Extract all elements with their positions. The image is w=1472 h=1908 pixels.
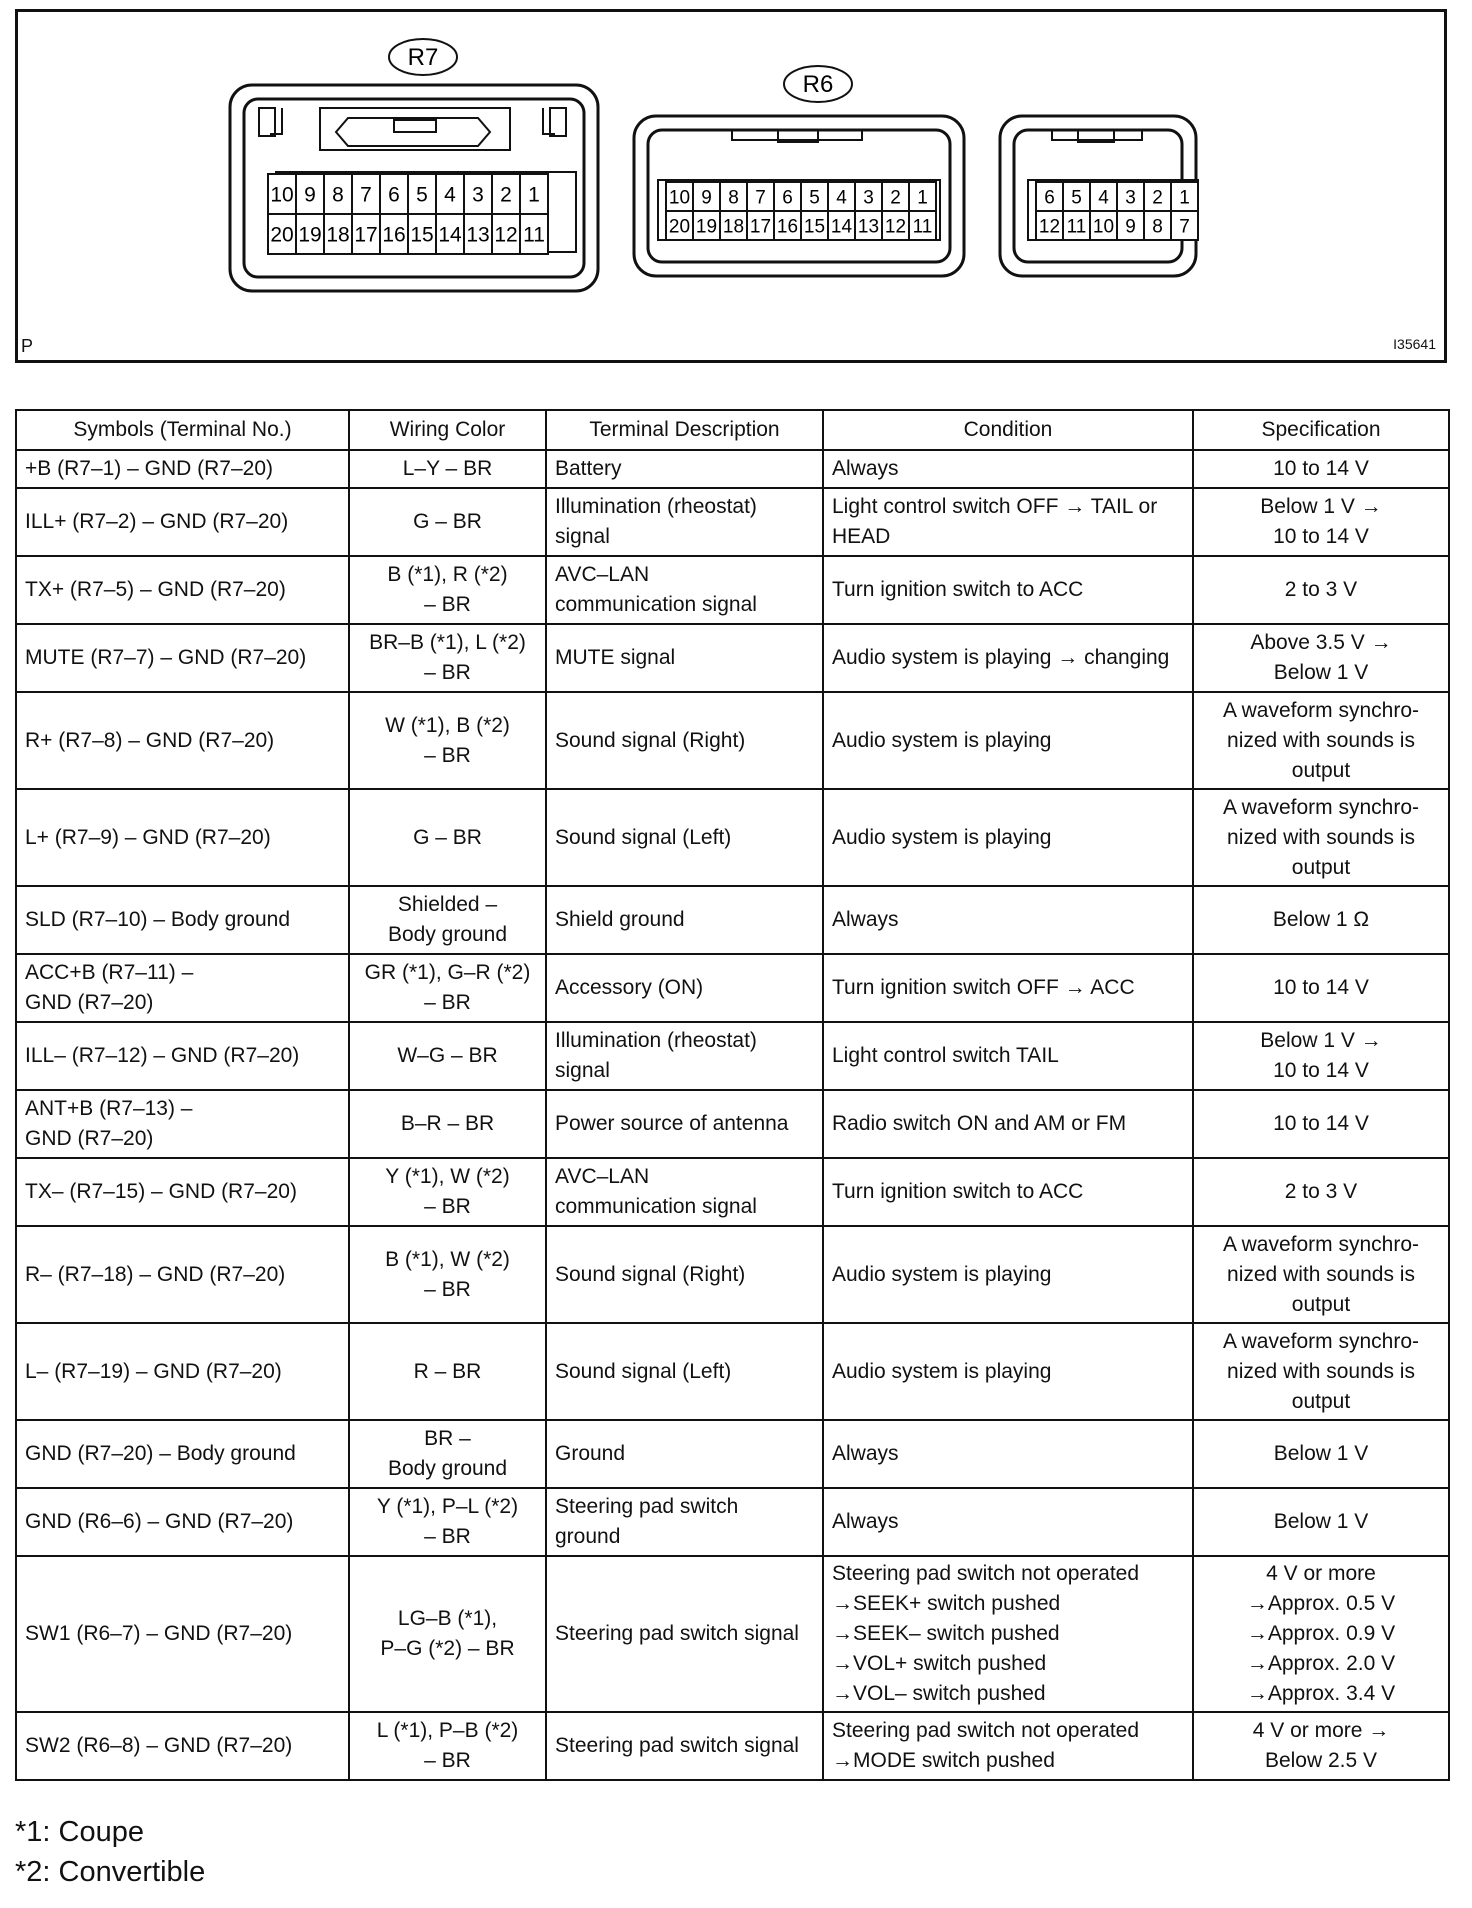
pin-number: 19 <box>298 223 322 247</box>
cell-symbol: ACC+B (R7–11) – GND (R7–20) <box>16 954 349 1022</box>
connector-figure <box>15 9 1447 363</box>
table-row <box>16 1323 1449 1420</box>
pin-number: 3 <box>863 187 874 209</box>
pin-number: 5 <box>416 183 428 207</box>
cell-wiring-color: BR – Body ground <box>349 1420 546 1488</box>
cell-wiring-color: W–G – BR <box>349 1022 546 1090</box>
pin-number: 1 <box>1179 187 1190 209</box>
table-row <box>16 886 1449 954</box>
pin-number: 1 <box>917 187 928 209</box>
cell-description: Sound signal (Right) <box>546 692 823 789</box>
pin-number: 6 <box>388 183 400 207</box>
pin-number: 16 <box>776 216 799 238</box>
cell-description: Sound signal (Left) <box>546 789 823 886</box>
cell-description: Power source of antenna <box>546 1090 823 1158</box>
pin-number: 18 <box>326 223 350 247</box>
table-row <box>16 1022 1449 1090</box>
cell-condition: Audio system is playing → changing <box>823 624 1193 692</box>
cell-condition: Turn ignition switch OFF → ACC <box>823 954 1193 1022</box>
pin-number: 14 <box>438 223 462 247</box>
cell-description: Steering pad switch ground <box>546 1488 823 1556</box>
pin-number: 2 <box>890 187 901 209</box>
table-row <box>16 1226 1449 1323</box>
pin-number: 8 <box>1152 216 1163 238</box>
footnote-convertible: *2: Convertible <box>15 1856 206 1888</box>
pin-number: 2 <box>1152 187 1163 209</box>
pin-number: 16 <box>382 223 406 247</box>
cell-description: Ground <box>546 1420 823 1488</box>
pin-number: 12 <box>1038 216 1061 238</box>
table-row <box>16 1488 1449 1556</box>
cell-condition: Always <box>823 886 1193 954</box>
cell-symbol: ILL+ (R7–2) – GND (R7–20) <box>16 488 349 556</box>
cell-condition: Steering pad switch not operated →MODE switch pushed <box>823 1712 1193 1780</box>
pin-number: 5 <box>809 187 820 209</box>
header-symbols: Symbols (Terminal No.) <box>16 410 349 450</box>
cell-condition: Steering pad switch not operated →SEEK+ switch pushed →SEEK– switch pushed →VOL+ switch pushed →VOL– switch pushed <box>823 1556 1193 1712</box>
cell-specification: A waveform synchro- nized with sounds is output <box>1193 1323 1449 1420</box>
pin-number: 12 <box>884 216 907 238</box>
pin-number: 3 <box>472 183 484 207</box>
terminal-spec-table <box>15 409 1450 1781</box>
cell-wiring-color: Y (*1), P–L (*2) – BR <box>349 1488 546 1556</box>
pin-number: 9 <box>1125 216 1136 238</box>
cell-symbol: TX– (R7–15) – GND (R7–20) <box>16 1158 349 1226</box>
cell-wiring-color: B (*1), W (*2) – BR <box>349 1226 546 1323</box>
table-row <box>16 556 1449 624</box>
cell-condition: Audio system is playing <box>823 1323 1193 1420</box>
figure-id: I35641 <box>1393 336 1436 352</box>
header-terminal-description: Terminal Description <box>546 410 823 450</box>
pin-number: 2 <box>500 183 512 207</box>
cell-description: Sound signal (Left) <box>546 1323 823 1420</box>
table-row <box>16 488 1449 556</box>
pin-number: 15 <box>803 216 826 238</box>
table-row <box>16 789 1449 886</box>
header-specification: Specification <box>1193 410 1449 450</box>
table-row <box>16 692 1449 789</box>
pin-number: 7 <box>360 183 372 207</box>
pin-number: 4 <box>444 183 456 207</box>
cell-symbol: +B (R7–1) – GND (R7–20) <box>16 450 349 488</box>
footnotes <box>15 1812 205 1892</box>
cell-description: Shield ground <box>546 886 823 954</box>
cell-symbol: ANT+B (R7–13) – GND (R7–20) <box>16 1090 349 1158</box>
r7-label: R7 <box>407 44 439 71</box>
cell-description: Illumination (rheostat) signal <box>546 488 823 556</box>
table-row <box>16 1712 1449 1780</box>
cell-wiring-color: BR–B (*1), L (*2) – BR <box>349 624 546 692</box>
table-row <box>16 1158 1449 1226</box>
cell-symbol: SW2 (R6–8) – GND (R7–20) <box>16 1712 349 1780</box>
cell-wiring-color: G – BR <box>349 789 546 886</box>
pin-number: 17 <box>354 223 378 247</box>
pin-number: 17 <box>749 216 772 238</box>
table-header-row <box>16 410 1449 450</box>
pin-number: 13 <box>466 223 490 247</box>
cell-wiring-color: B (*1), R (*2) – BR <box>349 556 546 624</box>
cell-description: Sound signal (Right) <box>546 1226 823 1323</box>
cell-condition: Always <box>823 1420 1193 1488</box>
header-wiring-color: Wiring Color <box>349 410 546 450</box>
cell-specification: 4 V or more → Below 2.5 V <box>1193 1712 1449 1780</box>
cell-specification: 4 V or more →Approx. 0.5 V →Approx. 0.9 V →Approx. 2.0 V →Approx. 3.4 V <box>1193 1556 1449 1712</box>
pin-number: 10 <box>668 187 691 209</box>
cell-specification: A waveform synchro- nized with sounds is output <box>1193 692 1449 789</box>
pin-number: 13 <box>857 216 880 238</box>
cell-specification: A waveform synchro- nized with sounds is output <box>1193 1226 1449 1323</box>
cell-symbol: R+ (R7–8) – GND (R7–20) <box>16 692 349 789</box>
cell-condition: Audio system is playing <box>823 692 1193 789</box>
cell-specification: Below 1 V <box>1193 1488 1449 1556</box>
pin-number: 9 <box>701 187 712 209</box>
cell-wiring-color: Y (*1), W (*2) – BR <box>349 1158 546 1226</box>
header-condition: Condition <box>823 410 1193 450</box>
table-row <box>16 954 1449 1022</box>
cell-symbol: L+ (R7–9) – GND (R7–20) <box>16 789 349 886</box>
cell-specification: Above 3.5 V → Below 1 V <box>1193 624 1449 692</box>
pin-number: 14 <box>830 216 853 238</box>
cell-description: MUTE signal <box>546 624 823 692</box>
cell-specification: 2 to 3 V <box>1193 556 1449 624</box>
pin-number: 11 <box>1066 216 1087 238</box>
cell-description: Battery <box>546 450 823 488</box>
cell-wiring-color: G – BR <box>349 488 546 556</box>
cell-symbol: MUTE (R7–7) – GND (R7–20) <box>16 624 349 692</box>
cell-wiring-color: W (*1), B (*2) – BR <box>349 692 546 789</box>
cell-condition: Turn ignition switch to ACC <box>823 556 1193 624</box>
cell-wiring-color: B–R – BR <box>349 1090 546 1158</box>
cell-description: Steering pad switch signal <box>546 1712 823 1780</box>
cell-condition: Always <box>823 1488 1193 1556</box>
pin-number: 5 <box>1071 187 1082 209</box>
figure-p-label: P <box>21 336 34 356</box>
pin-number: 11 <box>523 223 545 247</box>
pin-number: 18 <box>722 216 745 238</box>
cell-wiring-color: L–Y – BR <box>349 450 546 488</box>
cell-condition: Audio system is playing <box>823 789 1193 886</box>
pin-number: 3 <box>1125 187 1136 209</box>
pin-number: 20 <box>668 216 691 238</box>
cell-specification: A waveform synchro- nized with sounds is output <box>1193 789 1449 886</box>
cell-wiring-color: Shielded – Body ground <box>349 886 546 954</box>
cell-symbol: GND (R6–6) – GND (R7–20) <box>16 1488 349 1556</box>
connector-pins <box>268 174 1198 254</box>
cell-symbol: SLD (R7–10) – Body ground <box>16 886 349 954</box>
cell-specification: Below 1 V → 10 to 14 V <box>1193 488 1449 556</box>
pin-number: 12 <box>494 223 518 247</box>
pin-number: 4 <box>836 187 847 209</box>
cell-specification: Below 1 V <box>1193 1420 1449 1488</box>
pin-number: 7 <box>1179 216 1190 238</box>
cell-specification: 2 to 3 V <box>1193 1158 1449 1226</box>
pin-number: 10 <box>1092 216 1115 238</box>
cell-specification: 10 to 14 V <box>1193 1090 1449 1158</box>
cell-condition: Light control switch TAIL <box>823 1022 1193 1090</box>
cell-wiring-color: LG–B (*1), P–G (*2) – BR <box>349 1556 546 1712</box>
pin-number: 1 <box>528 183 540 207</box>
table-row <box>16 450 1449 488</box>
table-row <box>16 1420 1449 1488</box>
pin-number: 4 <box>1098 187 1109 209</box>
cell-symbol: ILL– (R7–12) – GND (R7–20) <box>16 1022 349 1090</box>
cell-symbol: GND (R7–20) – Body ground <box>16 1420 349 1488</box>
cell-specification: Below 1 Ω <box>1193 886 1449 954</box>
pin-number: 9 <box>304 183 316 207</box>
cell-description: AVC–LAN communication signal <box>546 556 823 624</box>
cell-symbol: L– (R7–19) – GND (R7–20) <box>16 1323 349 1420</box>
table-row <box>16 624 1449 692</box>
cell-symbol: SW1 (R6–7) – GND (R7–20) <box>16 1556 349 1712</box>
pin-number: 7 <box>755 187 766 209</box>
cell-description: AVC–LAN communication signal <box>546 1158 823 1226</box>
cell-description: Steering pad switch signal <box>546 1556 823 1712</box>
cell-condition: Audio system is playing <box>823 1226 1193 1323</box>
cell-condition: Always <box>823 450 1193 488</box>
table-row <box>16 1090 1449 1158</box>
table-body <box>16 450 1449 1780</box>
pin-number: 8 <box>332 183 344 207</box>
pin-number: 20 <box>270 223 294 247</box>
cell-specification: 10 to 14 V <box>1193 954 1449 1022</box>
cell-symbol: TX+ (R7–5) – GND (R7–20) <box>16 556 349 624</box>
cell-description: Accessory (ON) <box>546 954 823 1022</box>
cell-condition: Light control switch OFF → TAIL or HEAD <box>823 488 1193 556</box>
cell-specification: 10 to 14 V <box>1193 450 1449 488</box>
pin-number: 15 <box>410 223 434 247</box>
cell-wiring-color: R – BR <box>349 1323 546 1420</box>
footnote-coupe: *1: Coupe <box>15 1816 144 1848</box>
r6-label: R6 <box>802 71 834 98</box>
pin-number: 11 <box>912 216 933 238</box>
pin-number: 10 <box>270 183 294 207</box>
pin-number: 8 <box>728 187 739 209</box>
cell-specification: Below 1 V → 10 to 14 V <box>1193 1022 1449 1090</box>
cell-description: Illumination (rheostat) signal <box>546 1022 823 1090</box>
cell-condition: Turn ignition switch to ACC <box>823 1158 1193 1226</box>
cell-wiring-color: L (*1), P–B (*2) – BR <box>349 1712 546 1780</box>
cell-wiring-color: GR (*1), G–R (*2) – BR <box>349 954 546 1022</box>
table-row <box>16 1556 1449 1712</box>
pin-number: 6 <box>782 187 793 209</box>
cell-condition: Radio switch ON and AM or FM <box>823 1090 1193 1158</box>
connector-drawing <box>18 12 1444 360</box>
pin-number: 6 <box>1044 187 1055 209</box>
pin-number: 19 <box>695 216 718 238</box>
cell-symbol: R– (R7–18) – GND (R7–20) <box>16 1226 349 1323</box>
